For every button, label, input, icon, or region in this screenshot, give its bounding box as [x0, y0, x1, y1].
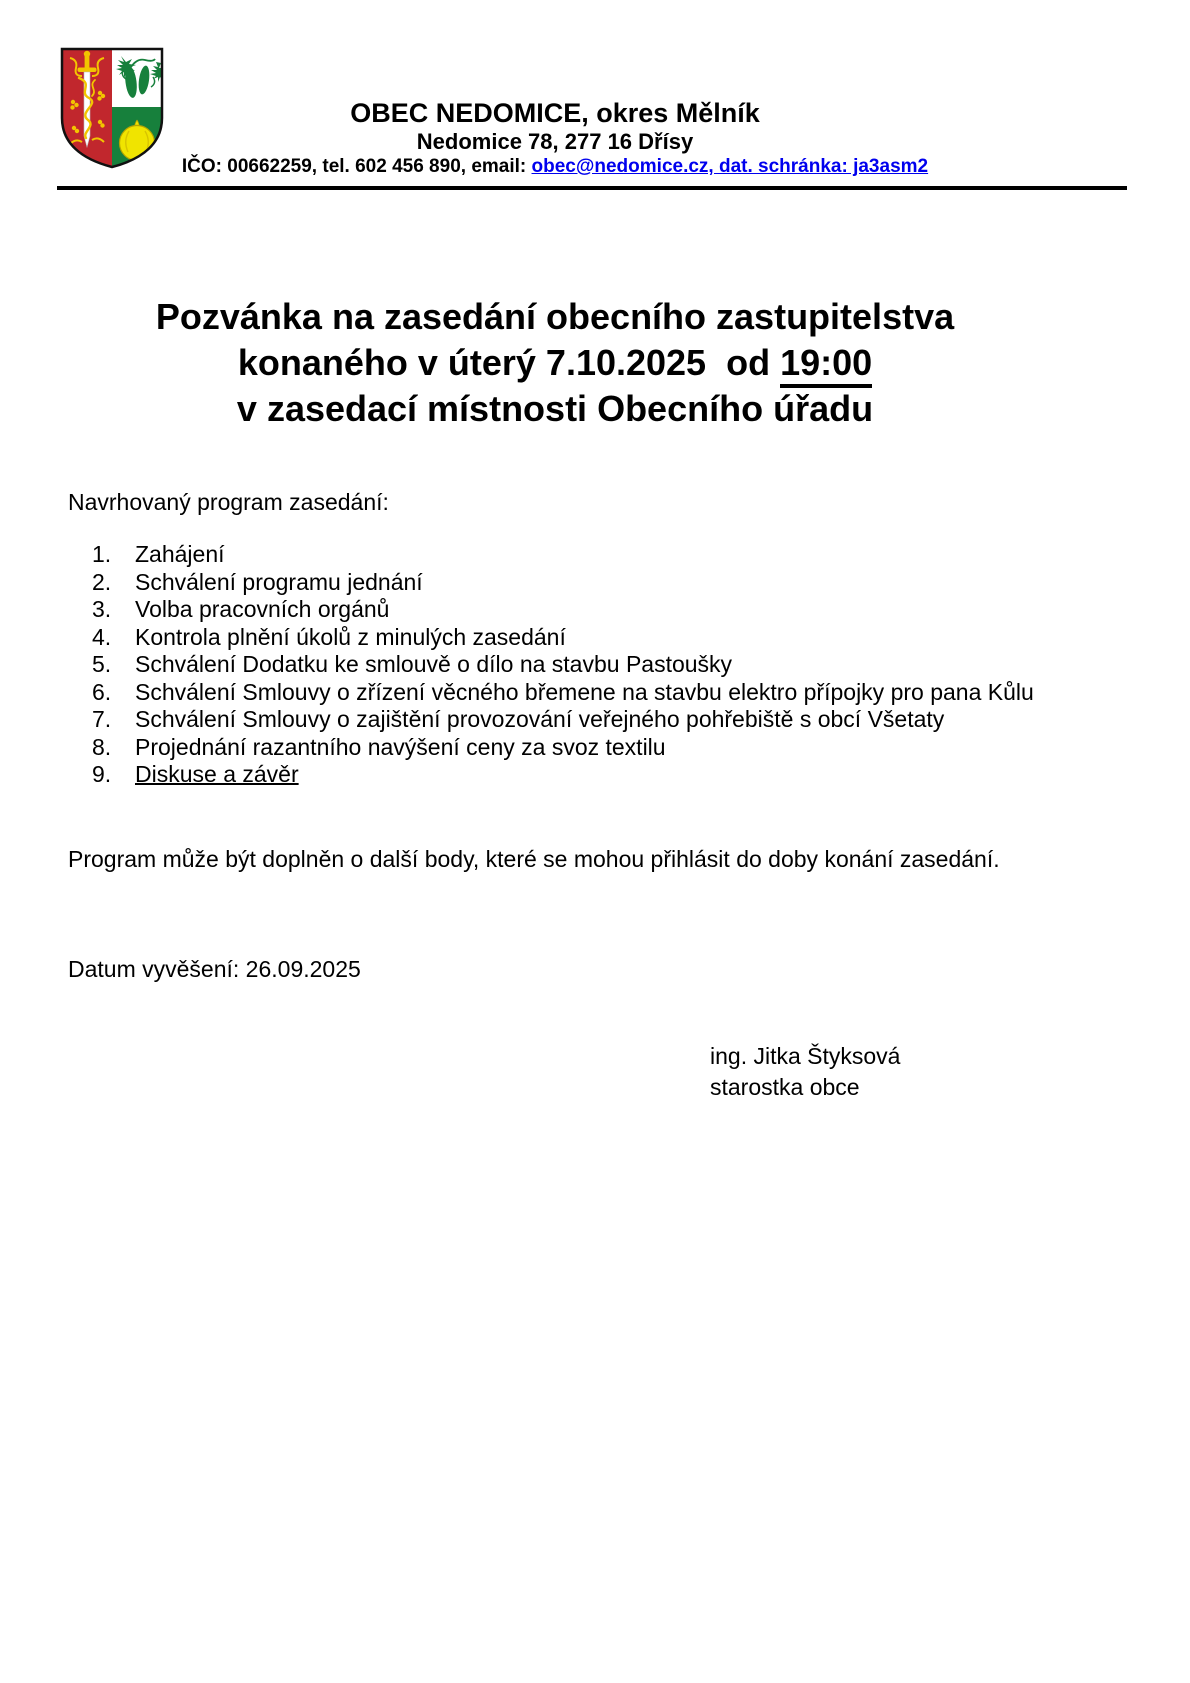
program-item-text: Schválení programu jednání — [135, 568, 423, 595]
program-item-text: Volba pracovních orgánů — [135, 596, 390, 622]
program-item-text: Schválení Smlouvy o zajištění provozování veřejného pohřebiště s obcí Všetaty — [135, 706, 945, 732]
program-item-text: Schválení Smlouvy o zřízení věcného břemene na stavbu elektro přípojky pro pana Kůlu — [135, 678, 1034, 705]
org-contact-line — [67, 155, 1043, 178]
program-item-number: 5. — [92, 651, 112, 677]
meeting-time: 19:00 — [780, 342, 872, 388]
signature-block — [710, 1041, 900, 1103]
program-item — [67, 734, 1034, 762]
page-title — [67, 294, 1043, 432]
header-divider — [57, 186, 1127, 190]
program-item-number: 6. — [92, 678, 112, 705]
program-item-number: 1. — [92, 541, 112, 567]
program-item — [67, 679, 1034, 707]
program-item — [67, 541, 1034, 569]
title-line-1: Pozvánka na zasedání obecního zastupitelstva — [155, 296, 955, 337]
program-item-number: 8. — [92, 733, 112, 760]
program-item-number: 2. — [92, 568, 112, 595]
program-item-number: 3. — [92, 596, 112, 622]
program-item — [67, 651, 1034, 679]
program-item-text: Zahájení — [135, 541, 225, 567]
program-item-number: 9. — [92, 761, 112, 787]
title-line-2: konaného v úterý 7.10.2025 od 19:00 — [67, 340, 1043, 386]
org-address: Nedomice 78, 277 16 Dřísy — [416, 129, 694, 154]
program-note: Program může být doplněn o další body, které se mohou přihlásit do doby konání zasedání. — [68, 846, 1000, 872]
email-link[interactable]: obec@nedomice.cz, dat. schránka: ja3asm2 — [531, 156, 929, 177]
title-line-3: v zasedací místnosti Obecního úřadu — [236, 388, 874, 429]
signature-name: ing. Jitka Štyksová — [710, 1043, 901, 1069]
program-item — [67, 569, 1034, 597]
org-contact-prefix: IČO: 00662259, tel. 602 456 890, email: — [181, 156, 532, 177]
letterhead — [67, 98, 1043, 178]
program-item-text: Schválení Dodatku ke smlouvě o dílo na stavbu Pastoušky — [135, 651, 733, 677]
program-item — [67, 596, 1034, 624]
org-name: OBEC NEDOMICE, okres Mělník — [350, 98, 760, 128]
program-item — [67, 706, 1034, 734]
program-item-number: 4. — [92, 623, 112, 650]
program-item-text: Projednání razantního navýšení ceny za svoz textilu — [135, 733, 666, 760]
program-item-text: Diskuse a závěr — [135, 761, 299, 787]
program-item-number: 7. — [92, 706, 112, 732]
program-item — [67, 761, 1034, 789]
program-item — [67, 624, 1034, 652]
program-list — [67, 541, 1034, 789]
program-intro: Navrhovaný program zasedání: — [68, 489, 389, 515]
posted-date: Datum vyvěšení: 26.09.2025 — [68, 956, 361, 982]
program-item-text: Kontrola plnění úkolů z minulých zasedání — [135, 623, 566, 650]
signature-role: starostka obce — [710, 1074, 860, 1100]
